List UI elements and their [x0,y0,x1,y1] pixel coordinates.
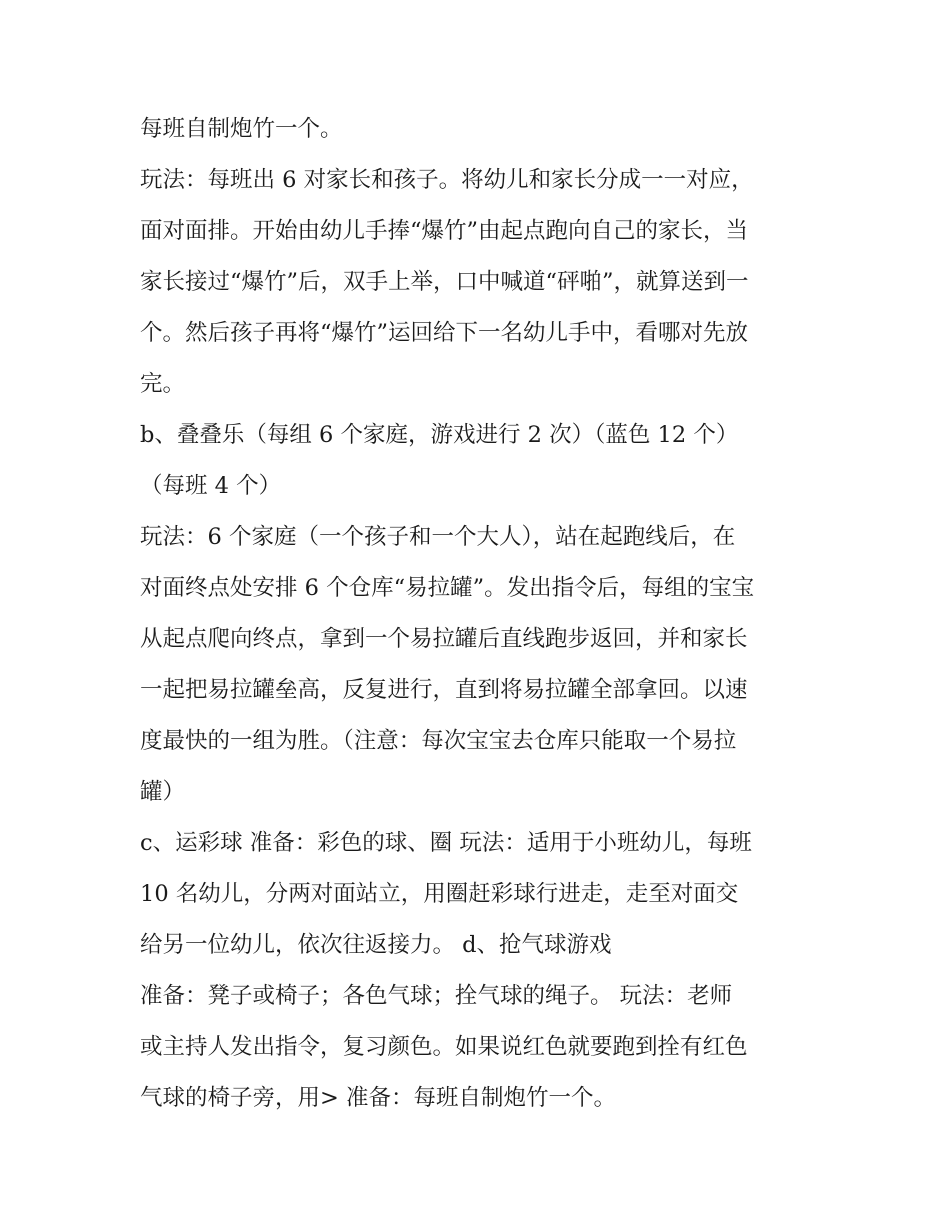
text-line: 给另一位幼儿，依次往返接力。 d、抢气球游戏 [140,932,612,958]
text-line: 或主持人发出指令，复习颜色。如果说红色就要跑到拴有红色 [140,1034,748,1060]
text-line: 玩法：每班出 6 对家长和孩子。将幼儿和家长分成一一对应， [140,167,754,193]
text-line: 罐） [140,779,186,805]
text-line: 准备：凳子或椅子；各色气球；拴气球的绳子。 玩法：老师 [140,983,733,1009]
text-line: c、运彩球 准备：彩色的球、圈 玩法：适用于小班幼儿，每班 [140,830,752,856]
text-line: 度最快的一组为胜。（注意：每次宝宝去仓库只能取一个易拉 [140,728,737,754]
text-line: 家长接过“爆竹”后，双手上举，口中喊道“砰啪”，就算送到一 [140,269,749,295]
text-line: 玩法：6 个家庭（一个孩子和一个大人），站在起跑线后，在 [140,524,736,550]
text-line: 10 名幼儿，分两对面站立，用圈赶彩球行进走，走至对面交 [140,881,739,907]
text-line: 每班自制炮竹一个。 [140,116,343,142]
text-line: 从起点爬向终点，拿到一个易拉罐后直线跑步返回，并和家长 [140,626,748,652]
text-line: 完。 [140,371,186,397]
text-line: 气球的椅子旁，用> 准备：每班自制炮竹一个。 [140,1085,617,1111]
text-line: 一起把易拉罐垒高，反复进行，直到将易拉罐全部拿回。以速 [140,677,748,703]
text-line: 个。然后孩子再将“爆竹”运回给下一名幼儿手中，看哪对先放 [140,320,749,346]
text-line: （每班 4 个） [140,473,282,499]
text-line: 面对面排。开始由幼儿手捧“爆竹”由起点跑向自己的家长，当 [140,218,749,244]
text-line: 对面终点处安排 6 个仓库“易拉罐”。发出指令后，每组的宝宝 [140,575,755,601]
body-text [140,104,820,1124]
text-line: b、叠叠乐（每组 6 个家庭，游戏进行 2 次）（蓝色 12 个） [140,422,739,448]
